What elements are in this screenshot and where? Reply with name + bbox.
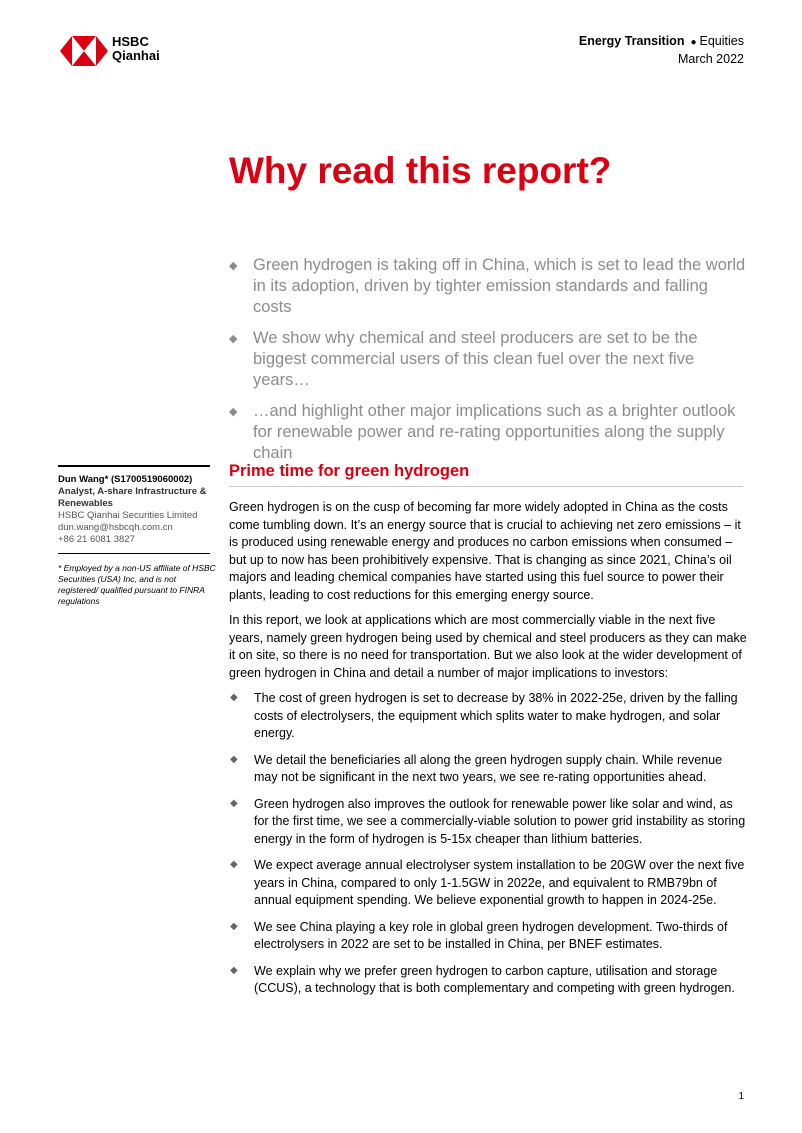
diamond-bullet-icon: ◆ [229, 406, 238, 418]
divider [58, 553, 210, 554]
list-item: ◆ Green hydrogen is taking off in China, which is set to lead the world in its adoption, driven by tighter emission standards and falling costs [229, 256, 746, 316]
divider [58, 465, 210, 467]
bullet-dot-icon: ● [690, 37, 697, 48]
list-item: ◆ …and highlight other major implications such as a brighter outlook for renewable power and re-rating opportunities along the supply chain [229, 402, 736, 462]
brand-name [112, 35, 160, 63]
diamond-bullet-icon: ◆ [230, 797, 238, 809]
diamond-bullet-icon: ◆ [230, 692, 238, 703]
diamond-bullet-icon: ◆ [230, 859, 238, 870]
report-header [579, 33, 744, 67]
header-sector: Energy Transition [578, 34, 685, 48]
analyst-firm: HSBC Qianhai Securities Limited [58, 510, 198, 521]
header-date: March 2022 [677, 52, 744, 66]
analyst-role: Analyst, A-share Infrastructure & Renewables [58, 486, 207, 509]
analyst-email[interactable]: dun.wang@hsbcqh.com.cn [58, 522, 173, 533]
diamond-bullet-icon: ◆ [230, 964, 238, 976]
diamond-bullet-icon: ◆ [229, 260, 238, 272]
section-title: Prime time for green hydrogen [229, 462, 470, 480]
list-item: ◆ We show why chemical and steel producers are set to be the biggest commercial users of this clean fuel over the next five years… [229, 329, 698, 389]
diamond-bullet-icon: ◆ [230, 753, 238, 765]
diamond-bullet-icon: ◆ [230, 920, 238, 932]
analyst-footnote: * Employed by a non-US affiliate of HSBC Securities (USA) Inc, and is not registered/ qualified pursuant to FINRA regulations [58, 563, 216, 606]
brand-line1: HSBC [112, 34, 149, 49]
page-title: Why read this report? [229, 150, 612, 191]
analyst-phone: +86 21 6081 3827 [58, 534, 135, 545]
page-number: 1 [738, 1091, 744, 1102]
list-item: ◆ Green hydrogen also improves the outlook for renewable power like solar and wind, as for the first time, we see a commercially-viable solution to power grid instability as storing energy in the form of hydrogen is 5-15x cheaper than lithium batteries. [230, 796, 746, 846]
header-category: Equities [699, 34, 744, 48]
paragraph-intro: Green hydrogen is on the cusp of becoming far more widely adopted in China as the costs come tumbling down. It’s an energy source that is crucial to achieving net zero emissions – it is produced using renewable energy and produces no carbon emissions when consumed – but up to now has been prohibitively expensive. That is changing as since 2021, China’s oil majors and leading chemical companies have started using this fuel source to power their plants, leading to cost reductions for this emerging energy source. [229, 500, 741, 602]
list-item: ◆ We expect average annual electrolyser system installation to be 20GW over the next five years in China, compared to only 1-1.5GW in 2022e, and equivalent to RMB79bn of annual equipment spending. We believe exponential growth to happen in 2024-25e. [230, 858, 745, 907]
list-item: ◆ We see China playing a key role in global green hydrogen development. Two-thirds of electrolysers in 2022 are set to be installed in China, per BNEF estimates. [230, 919, 728, 951]
analyst-name: Dun Wang* (S1700519060002) [58, 474, 193, 485]
list-item: ◆ The cost of green hydrogen is set to decrease by 38% in 2022-25e, driven by the falling costs of electrolysers, the equipment which splits water to make hydrogen, and solar energy. [230, 691, 738, 740]
diamond-bullet-icon: ◆ [229, 333, 238, 345]
divider [229, 486, 743, 487]
implications-list [229, 690, 747, 1007]
brand-line2: Qianhai [112, 48, 160, 63]
hsbc-logo [60, 36, 108, 66]
intro-bullet-list [229, 255, 749, 474]
paragraph-scope: In this report, we look at applications which are most commercially viable in the next five years, namely green hydrogen being used by chemical and steel producers as they can make it on site, so there is no need for transportation. But we also look at the wider development of green hydrogen in China and detail a number of major implications to investors: [229, 613, 747, 680]
analyst-contact [58, 474, 218, 546]
list-item: ◆ We explain why we prefer green hydrogen to carbon capture, utilisation and storage (CCUS), a technology that is both complementary and competing with green hydrogen. [230, 963, 735, 995]
list-item: ◆ We detail the beneficiaries all along the green hydrogen supply chain. While revenue may not be significant in the next two years, we see re-rating opportunities ahead. [230, 752, 723, 784]
